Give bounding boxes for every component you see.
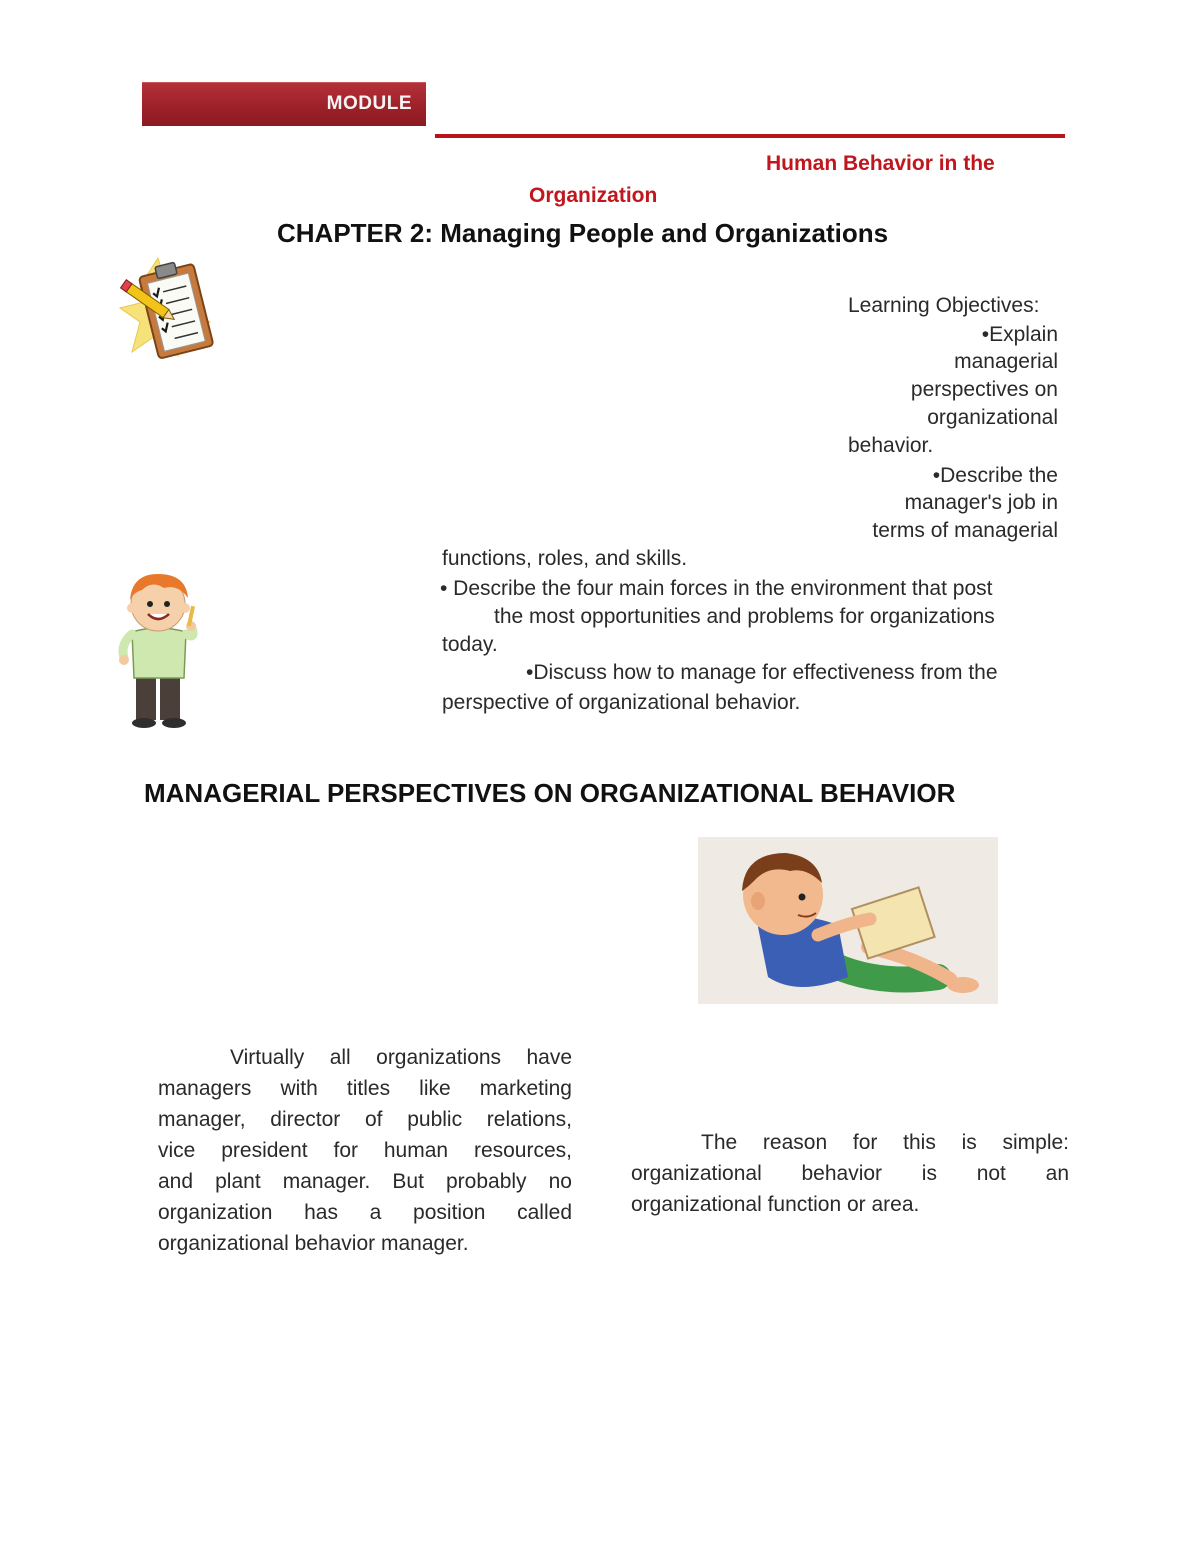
paragraph-line: organization has a position called <box>158 1201 572 1224</box>
header-rule <box>435 134 1065 138</box>
objective-line: managerial <box>954 350 1058 373</box>
objectives-heading: Learning Objectives: <box>848 294 1040 317</box>
objective-line: manager's job in <box>904 491 1058 514</box>
objective-line: the most opportunities and problems for organizations <box>494 605 995 628</box>
chapter-title: CHAPTER 2: Managing People and Organizations <box>277 218 889 248</box>
paragraph-line: organizational function or area. <box>631 1193 920 1216</box>
paragraph-line: and plant manager. But probably no <box>158 1170 572 1193</box>
clipboard-checklist-icon <box>118 256 218 360</box>
paragraph-line: Virtually all organizations have <box>230 1046 572 1069</box>
objective-line: • Describe the four main forces in the environment that post <box>440 577 993 600</box>
objective-line: perspective of organizational behavior. <box>442 691 801 714</box>
section-heading: MANAGERIAL PERSPECTIVES ON ORGANIZATIONAL BEHAVIOR <box>144 778 956 808</box>
module-banner <box>142 82 426 126</box>
objective-line: •Describe the <box>932 464 1058 487</box>
paragraph-line: organizational behavior manager. <box>158 1232 469 1255</box>
objective-line: terms of managerial <box>872 519 1058 542</box>
paragraph-managers <box>158 1042 572 1259</box>
paragraph-line: vice president for human resources, <box>158 1139 572 1162</box>
objective-line: organizational <box>927 406 1058 429</box>
objective-line: functions, roles, and skills. <box>442 547 688 570</box>
objective-line: perspectives on <box>910 378 1058 401</box>
module-label: MODULE <box>326 93 412 114</box>
paragraph-line: manager, director of public relations, <box>158 1108 572 1131</box>
paragraph-line: The reason for this is simple: <box>701 1131 1069 1154</box>
paragraph-line: managers with titles like marketing <box>158 1077 572 1100</box>
objective-line: today. <box>442 633 498 656</box>
objective-line: behavior. <box>848 434 934 457</box>
paragraph-line: organizational behavior is not an <box>631 1162 1069 1185</box>
objective-line: •Discuss how to manage for effectiveness from the <box>526 661 998 684</box>
objective-line: •Explain <box>981 323 1058 346</box>
boy-with-pencil-icon <box>112 566 208 730</box>
paragraph-reason <box>631 1127 1069 1220</box>
subject-title-line1: Human Behavior in the <box>766 152 995 175</box>
subject-title-line2: Organization <box>529 184 658 207</box>
boy-reading-icon <box>698 837 998 1004</box>
